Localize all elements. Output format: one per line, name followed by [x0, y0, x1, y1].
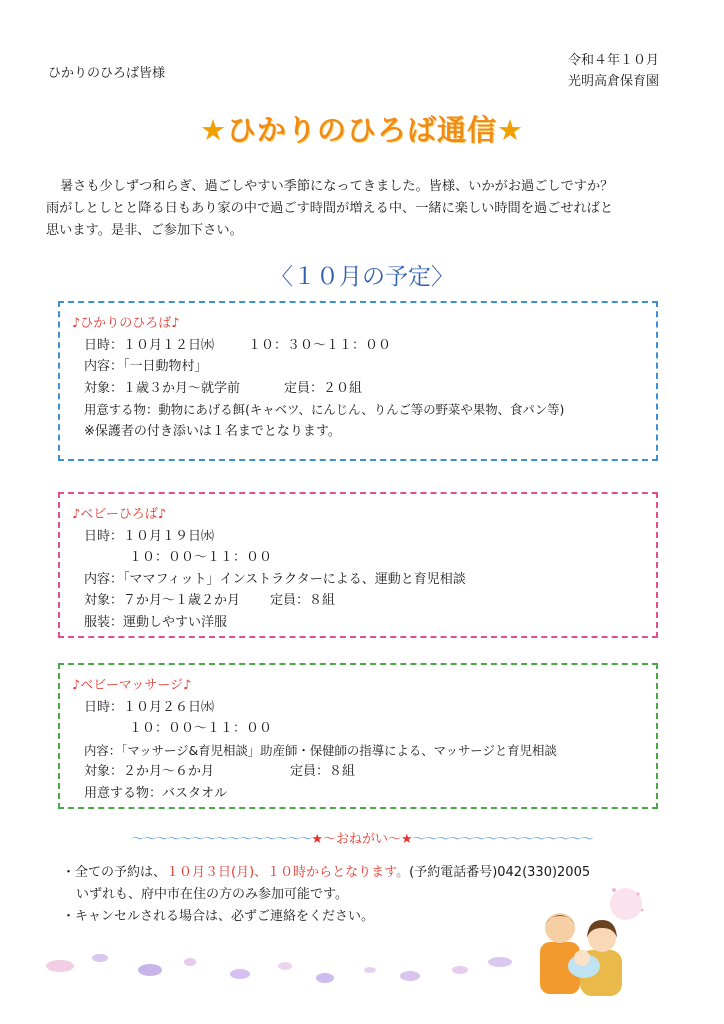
- event-date: 日時：１０月２６日㈬: [84, 699, 215, 715]
- event-note: ※保護者の付き添いは１名までとなります。: [84, 423, 341, 439]
- event-box-baby-hiroba: [58, 492, 658, 638]
- intro-line: 雨がしとしとと降る日もあり家の中で過ごす時間が増える中、一緒に楽しい時間を過ごせればと: [46, 201, 614, 216]
- date-issuer-block: [568, 50, 659, 92]
- event-bring: 用意する物：動物にあげる餌(キャベツ、にんじん、りんご等の野菜や果物、食パン等): [84, 402, 565, 417]
- event-clothing: 服装：運動しやすい洋服: [84, 614, 228, 630]
- event-time: １０：００～１１：００: [129, 721, 273, 736]
- issue-date: 令和４年１０月: [568, 53, 660, 68]
- note-reservation: ・全ての予約は、１０月３日(月)、１０時からとなります。(予約電話番号)042(330)2005: [62, 865, 591, 880]
- wave-line-right: ～～～～～～～～～～～～～～～: [412, 832, 593, 847]
- event-title: ♪ベビーひろば♪: [72, 507, 167, 522]
- wave-line-left: ～～～～～～～～～～～～～～～: [131, 832, 312, 847]
- event-content: 内容：「一日動物村」: [84, 359, 208, 374]
- intro-paragraph: [46, 176, 686, 242]
- event-content: 内容：「ママフィット」インストラクターによる、運動と育児相談: [84, 571, 466, 587]
- event-target: 対象：１歳３か月～就学前 定員：２０組: [84, 380, 363, 396]
- star-icon-right: ★: [497, 113, 524, 147]
- request-divider: [60, 828, 664, 848]
- intro-line: 思います。是非、ご参加下さい。: [46, 223, 243, 238]
- event-datetime: 日時：１０月１２日㈬ １０：３０～１１：００: [84, 337, 392, 353]
- event-box-baby-massage: [58, 663, 658, 809]
- event-date: 日時：１０月１９日㈬: [84, 528, 215, 544]
- event-target: 対象：２か月～６か月 定員：８組: [84, 764, 356, 779]
- issuer-name: 光明高倉保育園: [568, 74, 660, 89]
- intro-line: 暑さも少しずつ和らぎ、過ごしやすい季節になってきました。皆様、いかがお過ごしですか？: [60, 179, 614, 194]
- newsletter-title: [0, 108, 724, 149]
- event-target: 対象：７か月～１歳２か月 定員：８組: [84, 593, 336, 608]
- request-label: ★～おねがい～★: [311, 832, 413, 847]
- note-cancel: ・キャンセルされる場合は、必ずご連絡をください。: [62, 909, 375, 924]
- event-box-hikari-hiroba: [58, 301, 658, 461]
- schedule-heading: 〈１０月の予定〉: [270, 264, 454, 290]
- event-bring: 用意する物：バスタオル: [84, 785, 228, 801]
- parent-baby-illustration: [518, 880, 658, 1000]
- event-time: １０：００～１１：００: [129, 550, 273, 565]
- event-title: ♪ひかりのひろば♪: [72, 316, 180, 331]
- addressee: ひかりのひろば皆様: [48, 66, 166, 81]
- title-text: ひかりのひろば通信: [226, 113, 497, 147]
- decorative-dots: [40, 940, 520, 990]
- event-content: 内容：「マッサージ&育児相談」助産師・保健師の指導による、マッサージと育児相談: [84, 742, 557, 758]
- star-icon-left: ★: [199, 113, 227, 147]
- event-title: ♪ベビーマッサージ♪: [72, 678, 192, 693]
- note-residency: いずれも、府中市在住の方のみ参加可能です。: [76, 887, 348, 902]
